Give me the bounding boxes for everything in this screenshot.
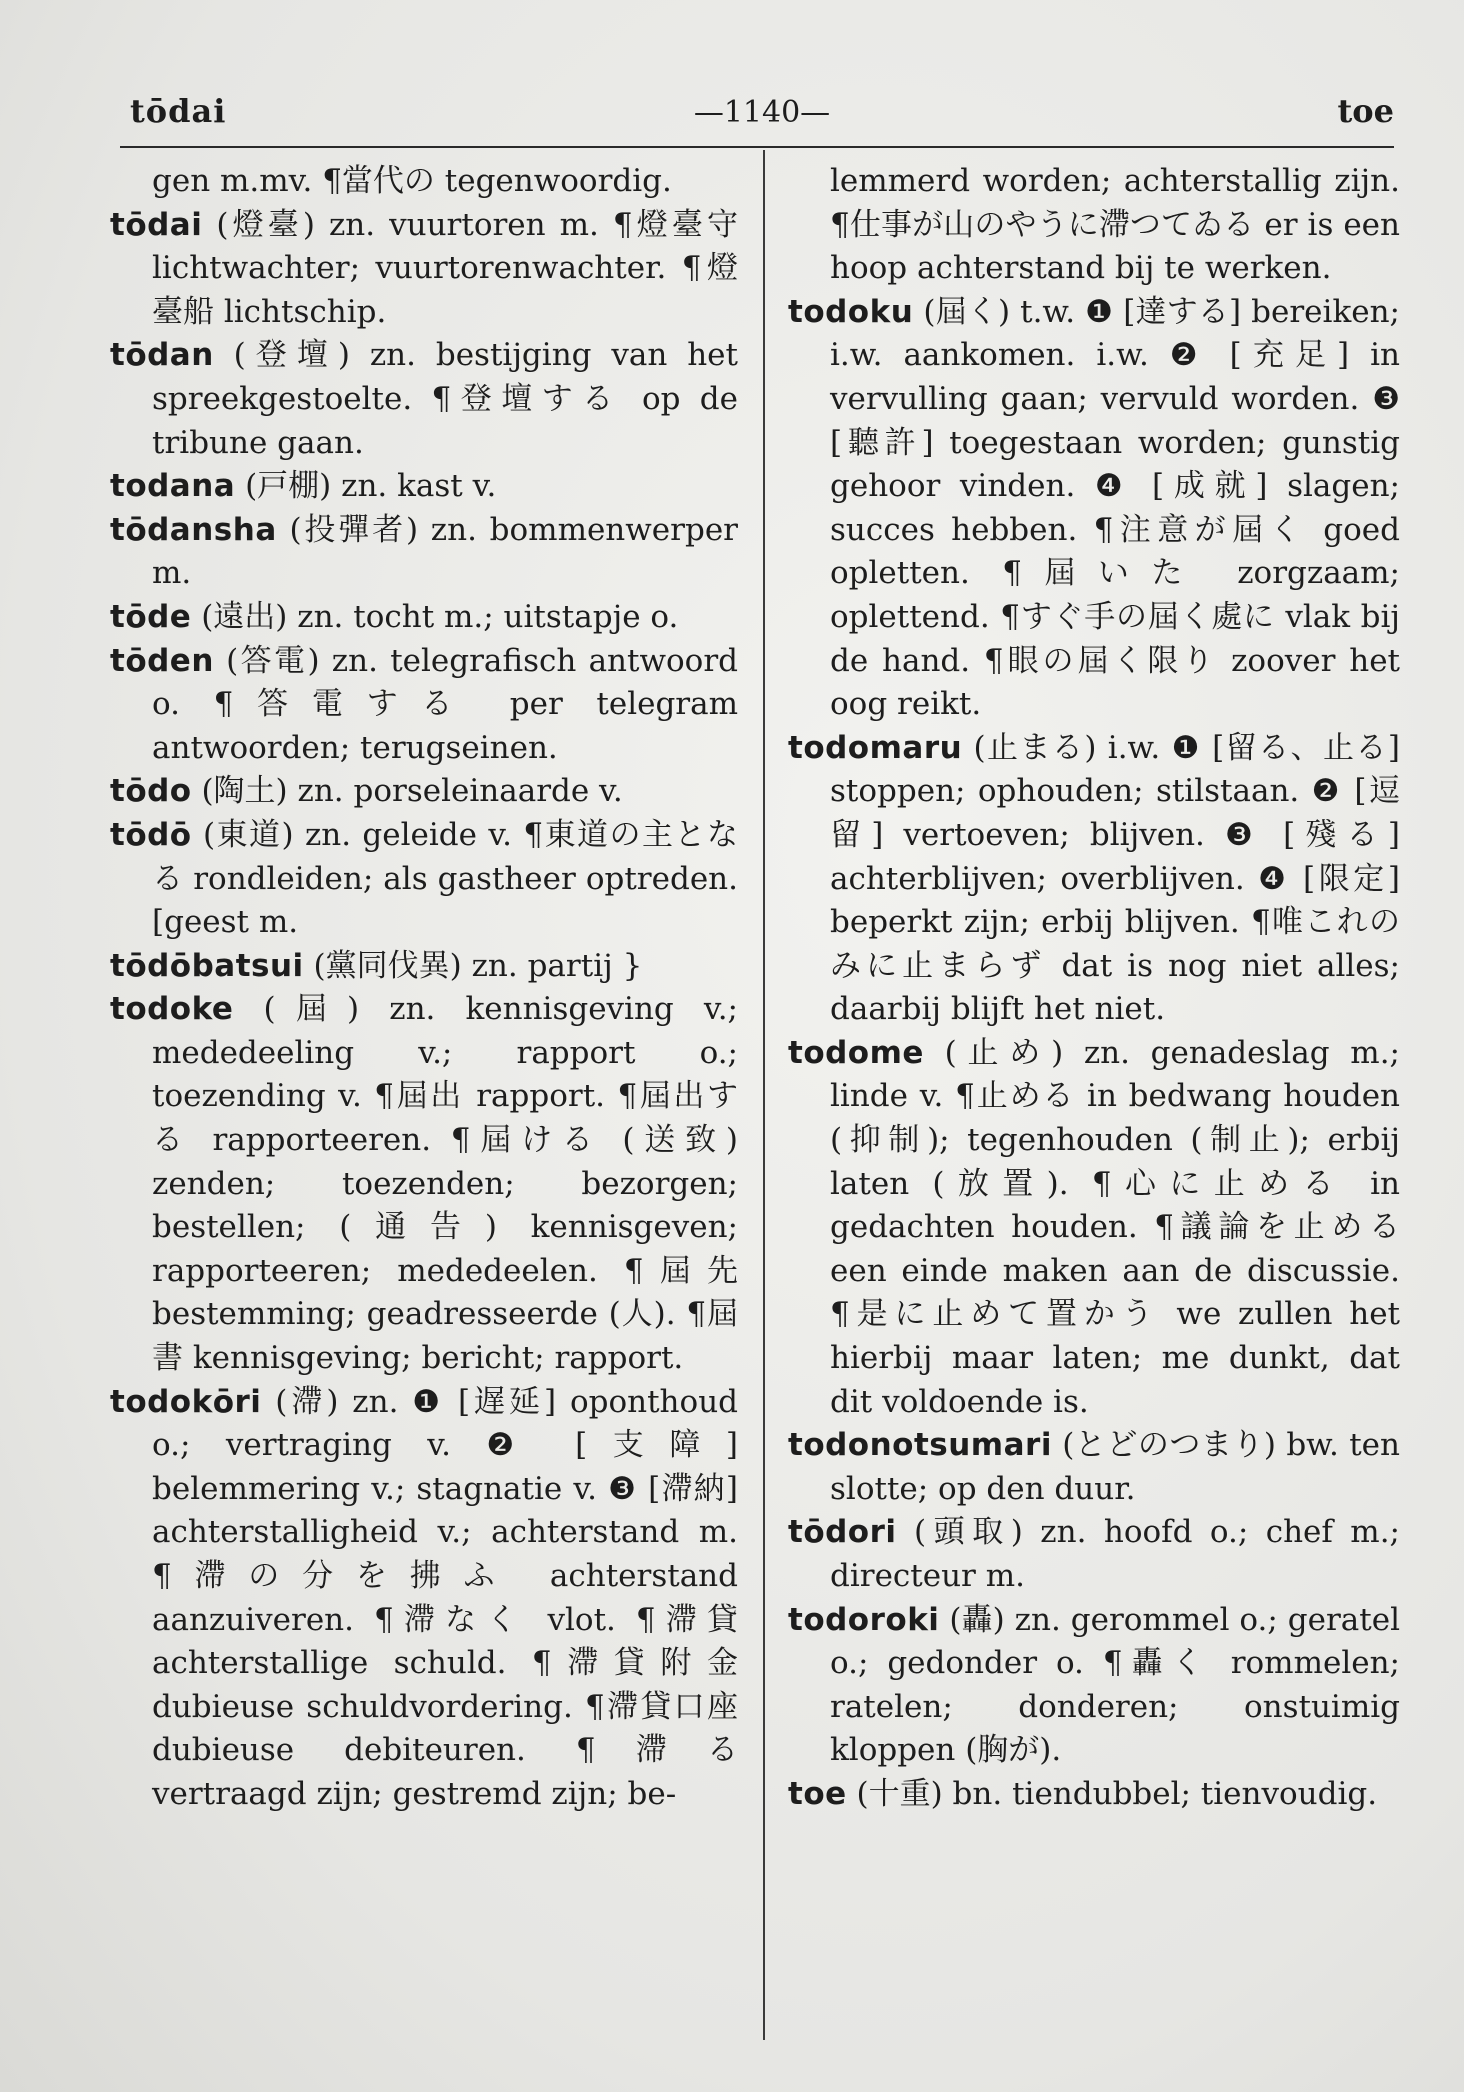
entry-definition: (黨同伐異) zn. partij } (303, 947, 643, 984)
dictionary-entry (110, 160, 738, 204)
entry-headword: tōdo (110, 773, 192, 810)
entry-definition: (止め) zn. genadeslag m.; linde v. ¶止める in bedwang houden (抑制); tegenhouden (制止); erbij laten (放置). ¶心に止める in gedachten houden. ¶議論を止める een einde maken aan de discussie. ¶是に止めて置かう we zullen het hierbij maar laten; me dunkt, dat dit voldoende is. (830, 1034, 1400, 1420)
entry-definition: gen m.mv. ¶當代の tegenwoordig. (152, 163, 672, 199)
entry-definition: (滯) zn. ❶ [遅延] oponthoud o.; vertraging v. ❷ [支障] belemmering v.; stagnatie v. ❸ [滯納] achterstalligheid v.; achterstand m. ¶滯の分を拂ふ achterstand aanzuiveren. ¶滯なく vlot. ¶滯貸 achterstallige schuld. ¶滯貸附金 dubieuse schuldvordering. ¶滯貸口座 dubieuse debiteuren. ¶滯る vertraagd zijn; gestremd zijn; be- (152, 1383, 738, 1812)
entry-definition: (戸棚) zn. kast v. (235, 468, 497, 505)
header-rule (120, 146, 1394, 148)
entry-definition: lemmerd worden; achterstallig zijn. ¶仕事が山のやうに滯つてゐる er is een hoop achterstand bij te werken. (830, 163, 1400, 287)
dictionary-entry (110, 465, 738, 509)
entry-headword: tōdan (110, 337, 214, 374)
dictionary-entry (110, 945, 738, 989)
dictionary-entry (110, 988, 738, 1380)
dictionary-entry (110, 204, 738, 335)
entry-definition: (轟) zn. gerommel o.; geratel o.; gedonder o. ¶轟く rommelen; ratelen; donderen; onstuimig kloppen (胸が). (830, 1601, 1400, 1769)
entry-headword: toe (788, 1775, 847, 1812)
entry-definition: (屆く) t.w. ❶ [達する] bereiken; i.w. aankomen. i.w. ❷ [充足] in vervulling gaan; vervuld worden. ❸ [聽許] toegestaan worden; gunstig gehoor vinden. ❹ [成就] slagen; succes hebben. ¶注意が屆く goed opletten. ¶屆いた zorgzaam; oplettend. ¶すぐ手の屆く處に vlak bij de hand. ¶眼の屆く限り zoover het oog reikt. (830, 293, 1400, 723)
dictionary-entry (110, 596, 738, 640)
entry-definition: (頭取) zn. hoofd o.; chef m.; directeur m. (830, 1514, 1400, 1594)
entry-definition: (陶土) zn. porseleinaarde v. (191, 773, 623, 810)
dictionary-entry (110, 509, 738, 596)
dictionary-entry (110, 334, 738, 465)
entry-definition: (東道) zn. geleide v. ¶東道の主となる rondleiden; als gastheer optreden. [geest m. (152, 816, 738, 941)
entry-headword: tōden (110, 642, 214, 679)
dictionary-entry (110, 814, 738, 945)
entry-headword: todoroki (788, 1601, 940, 1638)
entry-headword: todoku (788, 293, 914, 330)
dictionary-entry (110, 770, 738, 814)
entry-definition: (投彈者) zn. bommenwerper m. (152, 511, 738, 592)
entry-headword: todonotsumari (788, 1427, 1052, 1464)
dictionary-entry (110, 640, 738, 771)
page-number: —1140— (693, 95, 831, 130)
dictionary-entry (788, 291, 1400, 727)
entry-definition: (とどのつまり) bw. ten slotte; op den duur. (830, 1427, 1400, 1507)
entry-headword: tōdōbatsui (110, 947, 304, 984)
dictionary-entry (110, 1381, 738, 1817)
dictionary-entry (788, 1599, 1400, 1773)
entry-definition: (十重) bn. tiendubbel; tienvoudig. (846, 1775, 1378, 1812)
entry-definition: (燈臺) zn. vuurtoren m. ¶燈臺守 lichtwachter; vuurtorenwachter. ¶燈臺船 lichtschip. (152, 206, 738, 330)
left-column (110, 160, 738, 1817)
header-guide-word-left: tōdai (130, 92, 227, 130)
entry-definition: (登壇) zn. bestijging van het spreekgestoelte. ¶登壇する op de tribune gaan. (152, 337, 738, 461)
page-header (130, 78, 1394, 130)
right-column (788, 160, 1400, 1817)
entry-definition: (遠出) zn. tocht m.; uitstapje o. (191, 598, 679, 635)
entry-headword: todokōri (110, 1383, 262, 1420)
entry-definition: (止まる) i.w. ❶ [留る、止る] stoppen; ophouden; stilstaan. ❷ [逗留] vertoeven; blijven. ❸ [殘る] achterblijven; overblijven. ❹ [限定] beperkt zijn; erbij blijven. ¶唯これのみに止まらず dat is nog niet alles; daarbij blijft het niet. (830, 729, 1400, 1028)
entry-headword: tōdansha (110, 511, 277, 548)
entry-headword: todome (788, 1034, 924, 1071)
entry-headword: tōdai (110, 206, 203, 243)
entry-headword: tōdō (110, 816, 192, 853)
entry-definition: (答電) zn. telegrafisch antwoord o. ¶答電する per telegram antwoorden; terugseinen. (152, 642, 738, 766)
entry-headword: tōdori (788, 1514, 897, 1551)
entry-headword: todomaru (788, 729, 963, 766)
header-guide-word-right: toe (1337, 92, 1394, 130)
column-divider (763, 150, 765, 2040)
dictionary-entry (788, 727, 1400, 1032)
entry-headword: tōde (110, 598, 192, 635)
dictionary-entry (788, 1424, 1400, 1511)
dictionary-entry (788, 1773, 1400, 1817)
entry-headword: todoke (110, 991, 234, 1028)
entry-definition: (屆) zn. kennisgeving v.; mededeeling v.; rapport o.; toezending v. ¶屆出 rapport. ¶屆出する rapporteeren. ¶屆ける (送致) zenden; toezenden; bezorgen; bestellen; (通告) kennisgeven; rapporteeren; mededeelen. ¶屆先 bestemming; geadresseerde (人). ¶屆書 kennisgeving; bericht; rapport. (152, 991, 738, 1377)
dictionary-entry (788, 1511, 1400, 1598)
dictionary-entry (788, 160, 1400, 291)
entry-headword: todana (110, 468, 236, 505)
dictionary-entry (788, 1032, 1400, 1424)
